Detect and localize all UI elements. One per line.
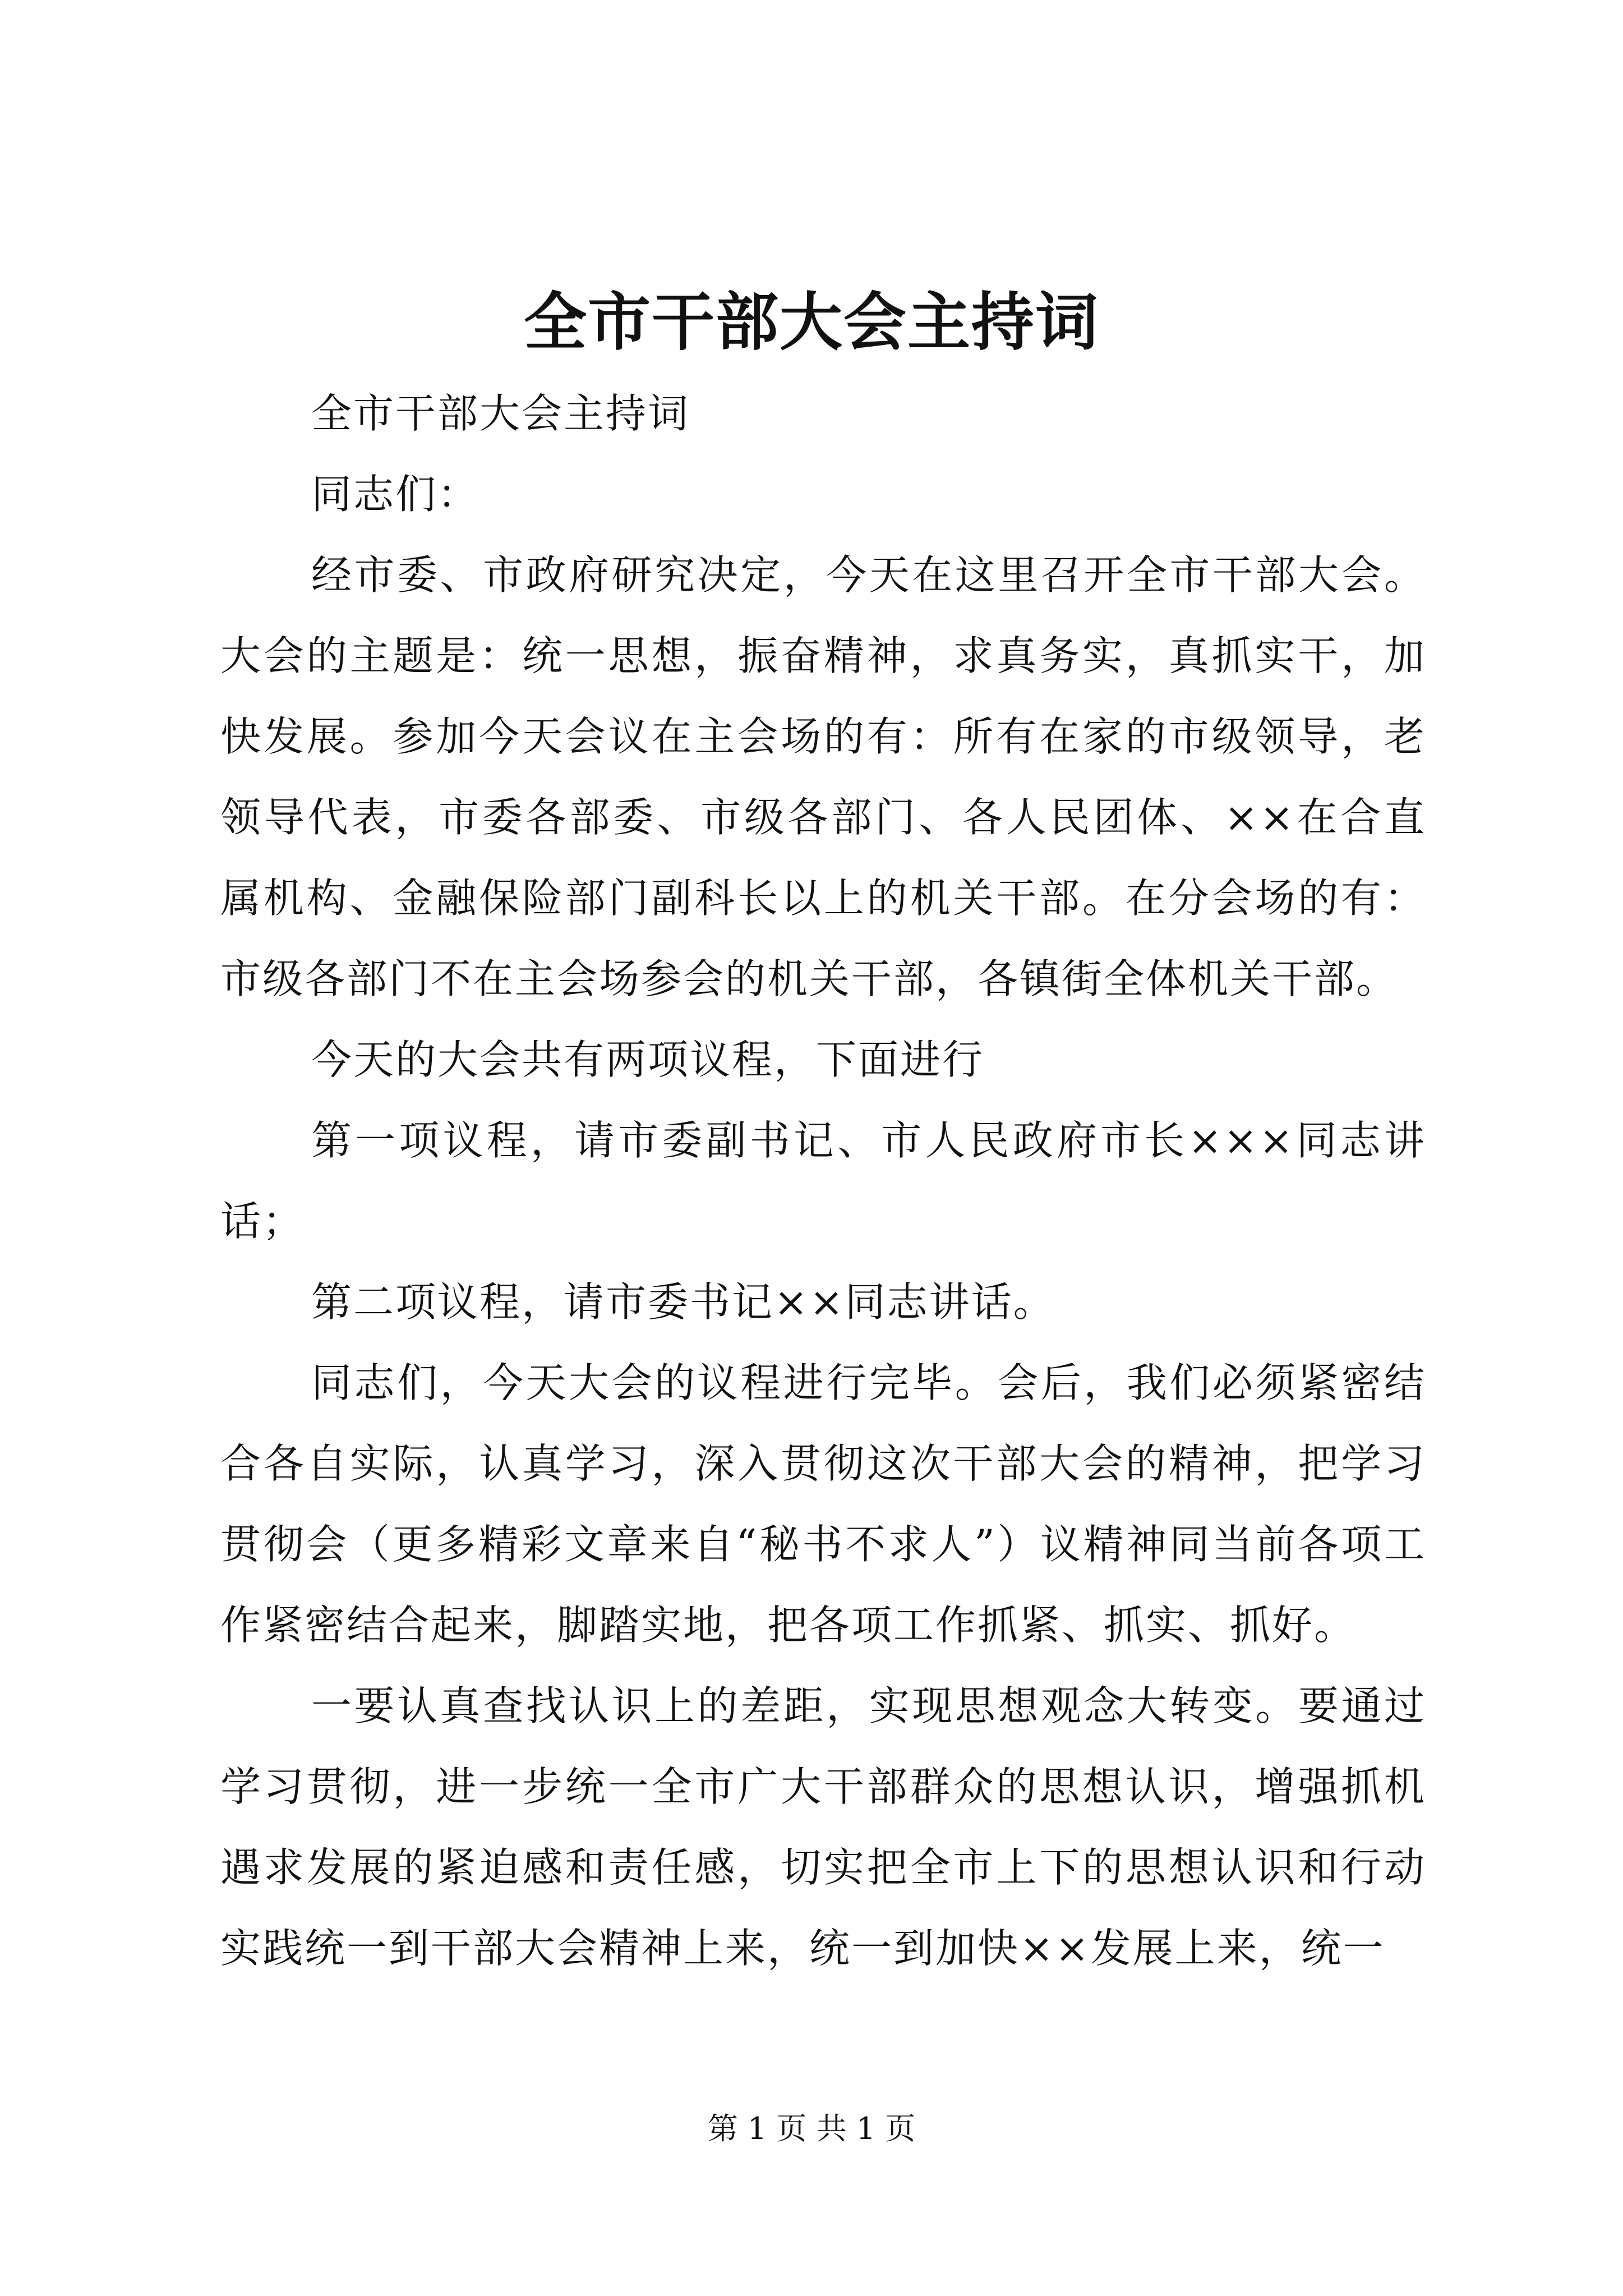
paragraph-agenda-intro: 今天的大会共有两项议程，下面进行 xyxy=(311,1036,985,1083)
paragraph-salutation: 同志们： xyxy=(311,471,480,518)
paragraph-closing: 同志们，今天大会的议程进行完毕。会后，我们必须紧密结合各自实际，认真学习，深入贯彻这次干部大会的精神，把学习贯彻会（更多精彩文章来自“秘书不求人”）议精神同当前各项工作紧密结合起来，脚踏实地，把各项工作抓紧、抓实、抓好。 xyxy=(220,1359,1426,1649)
paragraph-requirement-1: 一要认真查找认识上的差距，实现思想观念大转变。要通过学习贯彻，进一步统一全市广大干部群众的思想认识，增强抓机遇求发展的紧迫感和责任感，切实把全市上下的思想认识和行动实践统一到干部大会精神上来，统一到加快××发展上来，统一 xyxy=(220,1682,1426,1972)
paragraph-heading-repeat: 全市干部大会主持词 xyxy=(311,390,690,437)
paragraph-opening: 经市委、市政府研究决定，今天在这里召开全市干部大会。大会的主题是：统一思想，振奋精神，求真务实，真抓实干，加快发展。参加今天会议在主会场的有：所有在家的市级领导，老领导代表，市委各部委、市级各部门、各人民团体、××在合直属机构、金融保险部门副科长以上的机关干部。在分会场的有：市级各部门不在主会场参会的机关干部，各镇街全体机关干部。 xyxy=(220,551,1426,1002)
paragraph-agenda-item-1: 第一项议程，请市委副书记、市人民政府市长×××同志讲话； xyxy=(220,1117,1426,1245)
page-footer: 第 1 页 共 1 页 xyxy=(707,2111,916,2146)
document-title: 全市干部大会主持词 xyxy=(524,286,1099,359)
document-body xyxy=(220,373,1426,1989)
paragraph-agenda-item-2: 第二项议程，请市委书记××同志讲话。 xyxy=(311,1278,1055,1326)
